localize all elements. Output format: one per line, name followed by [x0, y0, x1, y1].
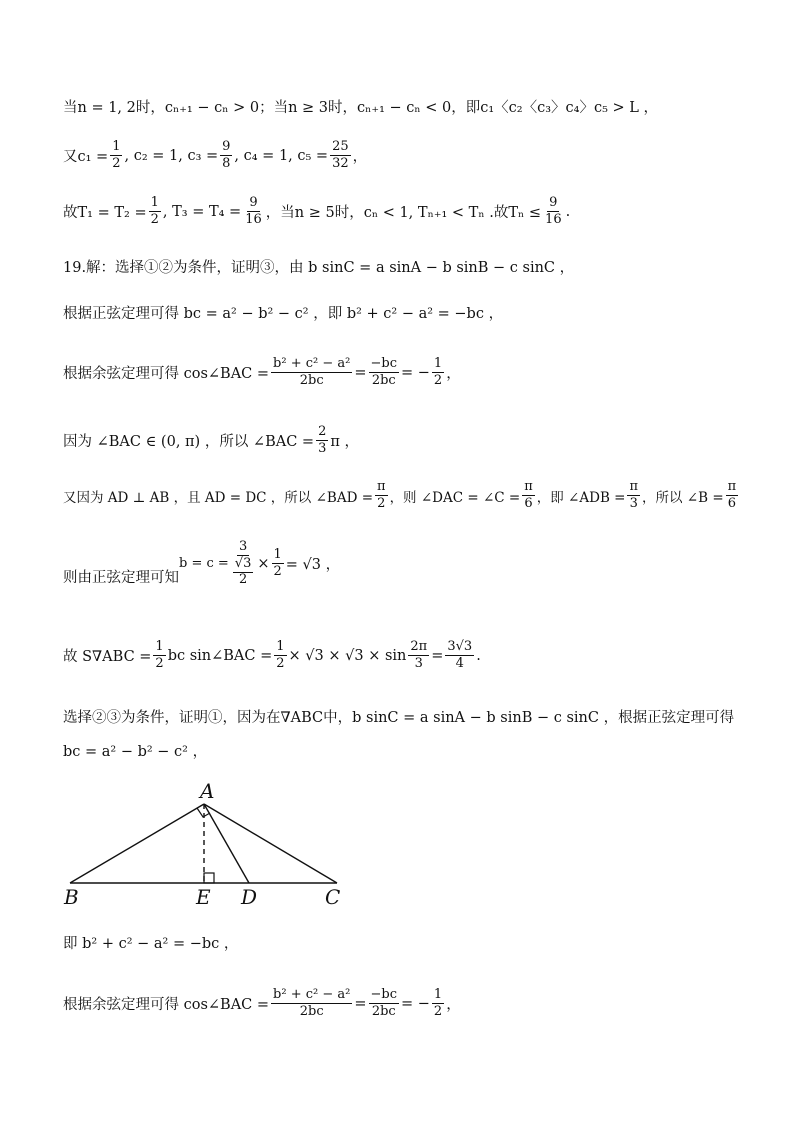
text: × — [257, 555, 270, 572]
fraction: $\frac{25}{32}$ — [332, 139, 349, 172]
fraction: $\frac{1}{2}$ — [276, 639, 285, 672]
text: π ， — [330, 434, 359, 451]
text: = − — [401, 995, 430, 1012]
line-13 — [63, 932, 238, 953]
fraction: $\frac{\pi}{2}$ — [377, 479, 386, 512]
label-e: E — [196, 885, 211, 909]
text: ， — [446, 366, 461, 383]
text: 又c₁ = — [63, 149, 109, 166]
text: × √3 × √3 × sin — [288, 647, 407, 664]
text: 根据余弦定理可得 cos∠BAC = — [63, 366, 270, 383]
fraction: $\frac{1}{2}$ — [150, 195, 159, 228]
fraction: $\frac{-bc}{2bc}$ — [370, 356, 397, 389]
text: ， — [446, 997, 461, 1014]
fraction: $\frac{\text{b² + c² − a²}}{2bc}$ — [273, 356, 351, 389]
text: = — [354, 364, 367, 381]
label-b: B — [64, 885, 79, 909]
fraction: $\frac{1}{2}$ — [155, 639, 164, 672]
segment-ad — [204, 804, 249, 883]
fraction: $\frac{\pi}{3}$ — [629, 479, 639, 512]
text: 则由正弦定理可知 — [63, 570, 179, 586]
fraction: $\frac{3√3}{4}$ — [447, 639, 473, 672]
fraction: $\frac{\pi}{6}$ — [727, 479, 737, 512]
fraction: $\frac{-bc}{2bc}$ — [370, 987, 397, 1020]
line-8 — [63, 480, 740, 512]
text: 根据余弦定理可得 cos∠BAC = — [63, 997, 270, 1014]
line-11 — [63, 706, 734, 727]
line-14 — [63, 988, 461, 1020]
text-l5: 根据正弦定理可得 bc = a² − b² − c² ，即 b² + c² − a² = −bc ， — [63, 306, 504, 322]
triangle-diagram — [60, 780, 360, 910]
text-l12: bc = a² − b² − c² ， — [63, 744, 208, 760]
text: , c₄ = 1, c₅ = — [234, 147, 329, 164]
right-angle-mark-e — [204, 873, 214, 883]
segment-ab — [70, 804, 204, 883]
line-5 — [63, 302, 503, 323]
text: ，即 ∠ADB = — [536, 489, 626, 506]
text-l4: 19.解：选择①②为条件，证明③，由 b sinC = a sinA − b sinB − c sinC ， — [63, 260, 575, 276]
line-4 — [63, 256, 574, 277]
text: 故 S∇ABC = — [63, 649, 152, 666]
label-c: C — [325, 885, 341, 909]
text: 故T₁ = T₂ = — [63, 205, 147, 222]
text: = — [431, 647, 444, 664]
text: ，所以 ∠B = — [642, 489, 724, 506]
text: b = c = — [179, 556, 229, 571]
text: ， — [352, 149, 368, 166]
line-7 — [63, 425, 359, 457]
fraction: $\frac{\pi}{6}$ — [524, 479, 533, 512]
fraction: $\frac{1}{2}$ — [112, 139, 121, 172]
fraction: $\frac{9}{16}$ — [545, 195, 562, 228]
text: . — [476, 647, 481, 664]
text: = − — [401, 364, 430, 381]
fraction: $\frac{9}{8}$ — [222, 139, 231, 172]
fraction: $\frac{2}{3}$ — [318, 424, 327, 457]
line-12 — [63, 740, 207, 761]
text-l11: 选择②③为条件，证明①，因为在∇ABC中，b sinC = a sinA − b sinB − c sinC ，根据正弦定理可得 — [63, 710, 735, 726]
fraction: 3 √3 2 — [231, 540, 256, 587]
fraction: $\frac{1}{2}$ — [433, 356, 443, 389]
line-3 — [63, 196, 570, 228]
fraction: $\frac{1}{2}$ — [273, 546, 282, 579]
text: , c₂ = 1, c₃ = — [124, 147, 219, 164]
text: ，则 ∠DAC = ∠C = — [389, 489, 521, 506]
fraction: $\frac{2\pi}{3}$ — [410, 639, 428, 672]
line-10 — [63, 640, 481, 672]
text-l1: 当n = 1, 2时，cₙ₊₁ − cₙ > 0；当n ≥ 3时，cₙ₊₁ − cₙ < 0，即c₁〈c₂〈c₃〉c₄〉c₅ > L ， — [63, 100, 659, 116]
text: bc sin∠BAC = — [167, 647, 273, 664]
text: = — [354, 995, 367, 1012]
nested-fraction: √3 2 — [234, 556, 252, 587]
line-6 — [63, 357, 461, 389]
fraction: $\frac{9}{16}$ — [245, 195, 262, 228]
line-2 — [63, 140, 367, 172]
label-d: D — [241, 885, 258, 909]
line-9 — [63, 540, 340, 587]
text: ，当n ≥ 5时，cₙ < 1, Tₙ₊₁ < Tₙ .故Tₙ ≤ — [265, 205, 542, 222]
label-a: A — [200, 780, 215, 803]
text: = √3 ， — [285, 557, 341, 573]
text: . — [565, 203, 571, 220]
text-l13: 即 b² + c² − a² = −bc ， — [63, 936, 239, 952]
fraction: $\frac{1}{2}$ — [433, 987, 443, 1020]
fraction: $\frac{\text{b² + c² − a²}}{2bc}$ — [273, 987, 351, 1020]
line-1 — [63, 96, 658, 117]
text: 因为 ∠BAC ∈ (0, π) ，所以 ∠BAC = — [63, 434, 315, 451]
segment-ac — [204, 804, 337, 883]
text: , T₃ = T₄ = — [162, 203, 242, 220]
text: 又因为 AD ⊥ AB ，且 AD = DC ，所以 ∠BAD = — [63, 489, 374, 506]
